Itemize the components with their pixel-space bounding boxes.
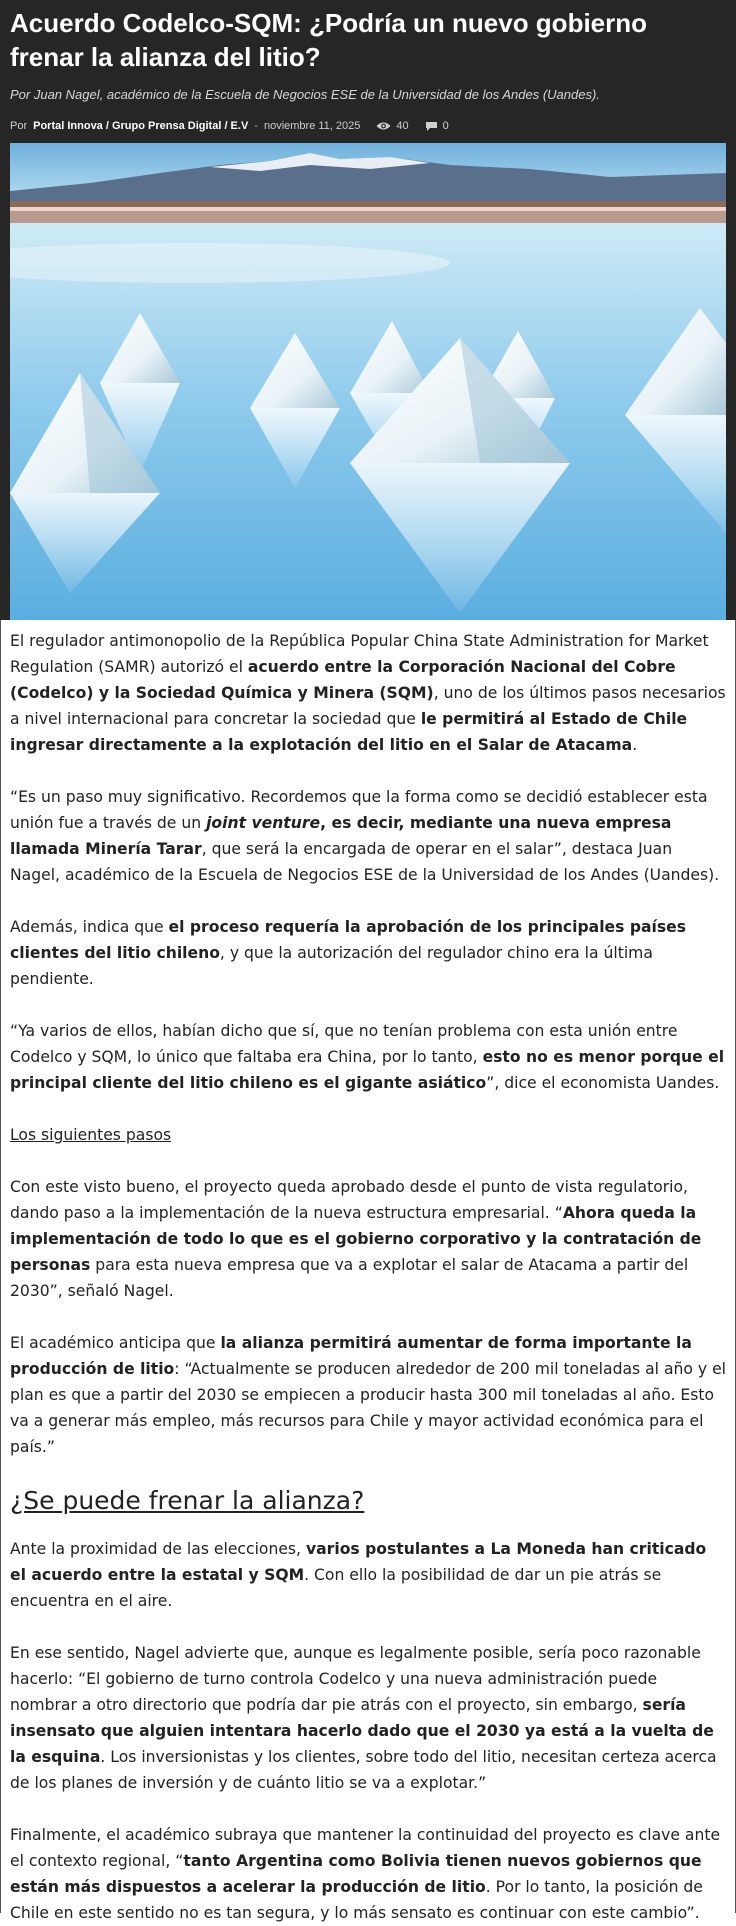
- eye-icon: [376, 121, 391, 131]
- paragraph-6: El académico anticipa que la alianza permitirá aumentar de forma importante la producción de litio: “Actualmente se producen alrededor de 200 mil toneladas al año y el plan es que a partir del 2030 se empiecen a producir hasta 300 mil toneladas al año. Esto va a generar más empleo, más recursos para Chile y mayor actividad económica para el país.”: [10, 1334, 726, 1456]
- publish-date: noviembre 11, 2025: [263, 120, 361, 132]
- hero-image: [10, 143, 726, 620]
- paragraph-5: Con este visto bueno, el proyecto queda aprobado desde el punto de vista regulatorio, dando paso a la implementación de la nueva estructura empresarial. “Ahora queda la implementación de todo lo que es el gobierno corporativo y la contratación de personas para esta nueva empresa que va a explotar el salar de Atacama a partir del 2030”, señaló Nagel.: [10, 1178, 702, 1300]
- comment-icon: [425, 121, 438, 132]
- salt-flats-photo: [10, 143, 726, 620]
- paragraph-3: Además, indica que el proceso requería la aprobación de los principales países clientes del litio chileno, y que la autorización del regulador chino era la última pendiente.: [10, 918, 687, 988]
- views-count: [376, 120, 408, 132]
- views-value: 40: [396, 120, 409, 132]
- article-header: [0, 0, 736, 620]
- paragraph-9: Finalmente, el académico subraya que mantener la continuidad del proyecto es clave ante el contexto regional, “tanto Argentina como Bolivia tienen nuevos gobiernos que están más dispuestos a acelerar la producción de litio. Por lo tanto, la posición de Chile en este sentido no es tan segura, y lo más sensato es continuar con este cambio”.: [10, 1826, 721, 1922]
- article-subtitle: Por Juan Nagel, académico de la Escuela de Negocios ESE de la Universidad de los Andes (Uandes).: [10, 87, 600, 102]
- author-link[interactable]: Portal Innova / Grupo Prensa Digital / E.V: [33, 120, 249, 132]
- section-link-siguientes-pasos[interactable]: Los siguientes pasos: [10, 1126, 172, 1144]
- by-label: Por: [10, 120, 28, 132]
- paragraph-1: El regulador antimonopolio de la República Popular China State Administration for Market Regulation (SAMR) autorizó el acuerdo entre la Corporación Nacional del Cobre (Codelco) y la Sociedad Química y Minera (SQM), uno de los últimos pasos necesarios a nivel internacional para concretar la sociedad que le permitirá al Estado de Chile ingresar directamente a la explotación del litio en el Salar de Atacama.: [10, 632, 726, 754]
- paragraph-7: Ante la proximidad de las elecciones, varios postulantes a La Moneda han criticado el acuerdo entre la estatal y SQM. Con ello la posibilidad de dar un pie atrás se encuentra en el aire.: [10, 1540, 707, 1610]
- article-body: [0, 620, 736, 1922]
- comments-count[interactable]: [425, 120, 449, 132]
- article-meta: [10, 120, 726, 132]
- section-heading: ¿Se puede frenar la alianza?: [10, 1486, 365, 1515]
- paragraph-2: “Es un paso muy significativo. Recordemos que la forma como se decidió establecer esta unión fue a través de un joint venture, es decir, mediante una nueva empresa llamada Minería Tarar, que será la encargada de operar en el salar”, destaca Juan Nagel, académico de la Escuela de Negocios ESE de la Universidad de los Andes (Uandes).: [10, 788, 720, 884]
- article-title: Acuerdo Codelco-SQM: ¿Podría un nuevo gobierno frenar la alianza del litio?: [10, 8, 648, 72]
- comments-value: 0: [442, 120, 449, 132]
- paragraph-8: En ese sentido, Nagel advierte que, aunque es legalmente posible, sería poco razonable hacerlo: “El gobierno de turno controla Codelco y una nueva administración puede nombrar a otro directorio que podría dar pie atrás con el proyecto, sin embargo, sería insensato que alguien intentara hacerlo dado que el 2030 ya está a la vuelta de la esquina. Los inversionistas y los clientes, sobre todo del litio, necesitan certeza acerca de los planes de inversión y de cuánto litio se va a explotar.”: [10, 1644, 717, 1792]
- meta-separator: -: [254, 120, 258, 132]
- paragraph-4: “Ya varios de ellos, habían dicho que sí, que no tenían problema con esta unión entre Codelco y SQM, lo único que faltaba era China, por lo tanto, esto no es menor porque el principal cliente del litio chileno es el gigante asiático”, dice el economista Uandes.: [10, 1022, 725, 1092]
